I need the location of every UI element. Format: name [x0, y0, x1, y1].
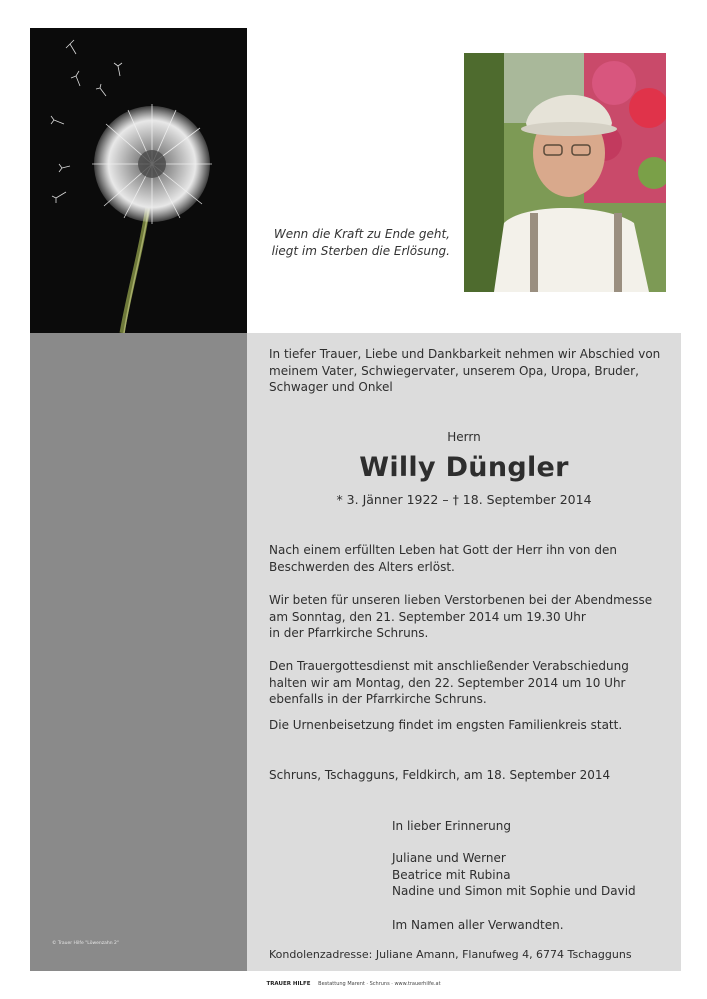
- intro-line-3: Schwager und Onkel: [269, 380, 393, 394]
- paragraph-3: [269, 658, 629, 708]
- place-date-line: Schruns, Tschagguns, Feldkirch, am 18. September 2014: [269, 768, 611, 782]
- p2-line-1: Wir beten für unseren lieben Verstorbenen bei der Abendmesse: [269, 593, 653, 607]
- signoff-closing: [392, 917, 564, 934]
- deceased-name: Willy Düngler: [359, 452, 569, 483]
- footer-brand: TRAUER HILFE: [266, 981, 311, 987]
- signoff-heading: [392, 818, 511, 835]
- portrait-photo: [464, 53, 666, 292]
- mourners-list: [392, 850, 636, 900]
- p1-line-2: Beschwerden des Alters erlöst.: [269, 559, 455, 574]
- salutation: Herrn: [447, 430, 481, 444]
- p3-line-3: ebenfalls in der Pfarrkirche Schruns.: [269, 692, 487, 706]
- mourner-2: Beatrice mit Rubina: [392, 867, 511, 882]
- closing-line: Im Namen aller Verwandten.: [392, 918, 564, 932]
- mourner-3: Nadine und Simon mit Sophie und David: [392, 884, 636, 898]
- p4-line: Die Urnenbeisetzung findet im engsten Familienkreis statt.: [269, 718, 623, 732]
- quote-line-1: Wenn die Kraft zu Ende geht,: [273, 227, 450, 241]
- p2-line-3: in der Pfarrkirche Schruns.: [269, 626, 429, 640]
- p3-line-1: Den Trauergottesdienst mit anschließender Verabschiedung: [269, 659, 629, 673]
- intro-text: [269, 346, 660, 396]
- life-dates: * 3. Jänner 1922 – † 18. September 2014: [336, 492, 592, 507]
- intro-line-2: meinem Vater, Schwiegervater, unserem Opa, Uropa, Bruder,: [269, 363, 639, 378]
- p3-line-2: halten wir am Montag, den 22. September 2014 um 10 Uhr: [269, 675, 626, 690]
- intro-line-1: In tiefer Trauer, Liebe und Dankbarkeit nehmen wir Abschied von: [269, 347, 661, 361]
- condolence-line: Kondolenzadresse: Juliane Amann, Flanufweg 4, 6774 Tschagguns: [269, 948, 632, 961]
- mourner-1: Juliane und Werner: [392, 851, 506, 865]
- p1-line-1: Nach einem erfüllten Leben hat Gott der Herr ihn von den: [269, 543, 617, 557]
- quote: [210, 226, 450, 260]
- paragraph-1: [269, 542, 617, 575]
- paragraph-4: [269, 717, 622, 734]
- left-grey-panel: [30, 333, 247, 971]
- footer-text: Bestattung Marent · Schruns · www.trauerhilfe.at: [318, 981, 441, 987]
- portrait-illustration: [464, 53, 666, 292]
- copyright-note: © Trauer Hilfe "Löwenzahn 2": [52, 941, 119, 946]
- dandelion-image: [30, 28, 247, 333]
- p2-line-2: am Sonntag, den 21. September 2014 um 19.30 Uhr: [269, 609, 586, 624]
- quote-line-2: liegt im Sterben die Erlösung.: [271, 244, 450, 258]
- signoff-heading-line: In lieber Erinnerung: [392, 819, 511, 833]
- paragraph-2: [269, 592, 652, 642]
- condolence-address: [269, 947, 632, 964]
- footer: [0, 981, 707, 987]
- place-date: [269, 767, 610, 784]
- dandelion-illustration: [30, 28, 247, 333]
